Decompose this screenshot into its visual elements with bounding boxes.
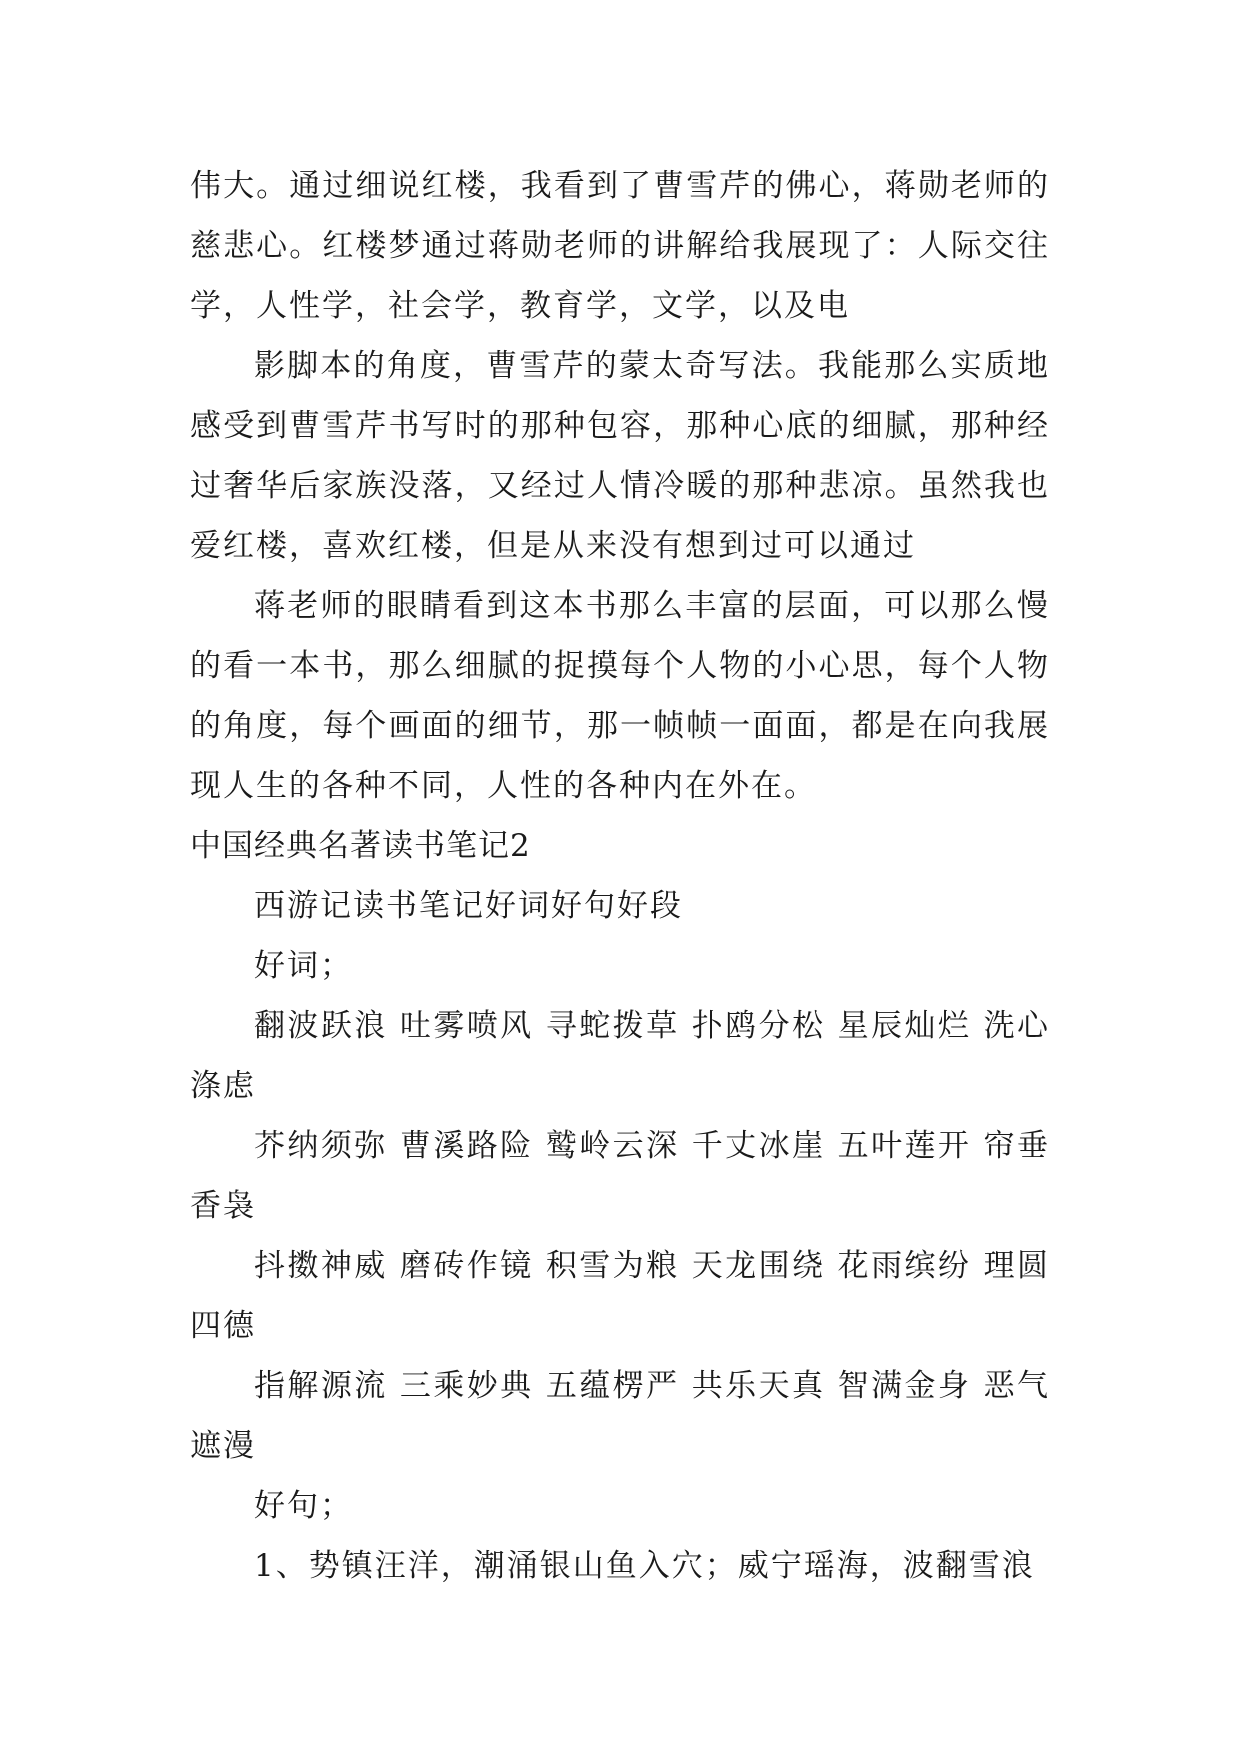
paragraph: 伟大。通过细说红楼，我看到了曹雪芹的佛心，蒋勋老师的慈悲心。红楼梦通过蒋勋老师的讲解给我展现了：人际交往学，人性学，社会学，教育学，文学，以及电 — [190, 168, 1050, 324]
word-list-line: 芥纳须弥 曹溪路险 鹫岭云深 千丈冰崖 五叶莲开 帘垂香袅 — [190, 1128, 1050, 1224]
word-list-line: 指解源流 三乘妙典 五蕴楞严 共乐天真 智满金身 恶气遮漫 — [190, 1368, 1050, 1464]
paragraph: 影脚本的角度，曹雪芹的蒙太奇写法。我能那么实质地感受到曹雪芹书写时的那种包容，那种心底的细腻，那种经过奢华后家族没落，又经过人情冷暖的那种悲凉。虽然我也爱红楼，喜欢红楼，但是从来没有想到过可以通过 — [190, 348, 1050, 564]
label-good-sentences: 好句； — [254, 1488, 353, 1524]
word-list-line: 抖擞神威 磨砖作镜 积雪为粮 天龙围绕 花雨缤纷 理圆四德 — [190, 1248, 1050, 1344]
word-list-line: 翻波跃浪 吐雾喷风 寻蛇拨草 扑鸥分松 星辰灿烂 洗心涤虑 — [190, 1008, 1050, 1104]
section-title: 中国经典名著读书笔记2 — [190, 828, 531, 864]
paragraph: 蒋老师的眼睛看到这本书那么丰富的层面，可以那么慢的看一本书，那么细腻的捉摸每个人物的小心思，每个人物的角度，每个画面的细节，那一帧帧一面面，都是在向我展现人生的各种不同，人性的各种内在外在。 — [190, 588, 1050, 804]
sentence-line: 1、势镇汪洋，潮涌银山鱼入穴；威宁瑶海，波翻雪浪 — [254, 1548, 1035, 1584]
label-good-words: 好词； — [254, 948, 353, 984]
subheading: 西游记读书笔记好词好句好段 — [254, 888, 683, 924]
document-body — [190, 156, 1050, 1596]
